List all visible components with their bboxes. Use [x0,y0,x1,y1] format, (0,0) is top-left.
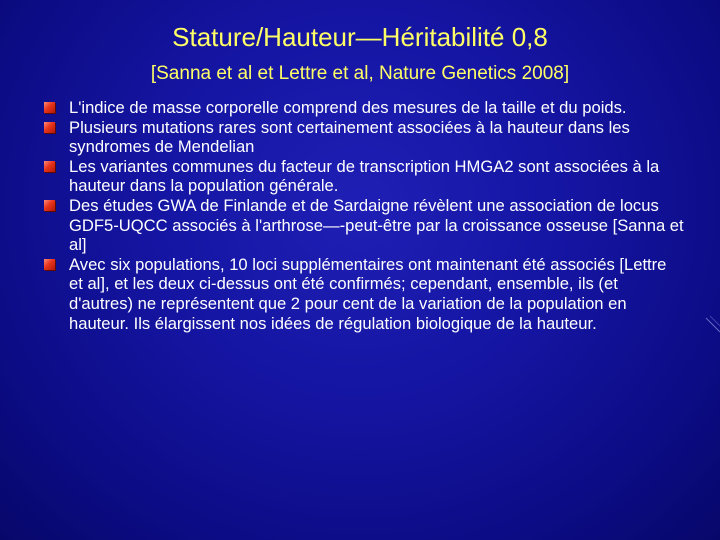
bullet-item [44,98,684,118]
bullet-item [44,118,684,157]
slide-subtitle: [Sanna et al et Lettre et al, Nature Genetics 2008] [150,63,570,84]
square-bullet-icon [44,161,55,172]
bullet-item [44,157,684,196]
bullet-text: Des études GWA de Finlande et de Sardaigne révèlent une association de locus GDF5-UQCC associés à l'arthrose—-peut-être par la croissance osseuse [Sanna et al] [69,195,684,255]
bullet-list [44,98,684,333]
square-bullet-icon [44,200,55,211]
bullet-text: Plusieurs mutations rares sont certainement associées à la hauteur dans les syndromes de Mendelian [69,117,630,157]
square-bullet-icon [44,259,55,270]
bullet-text: Avec six populations, 10 loci supplémentaires ont maintenant été associés [Lettre et al], et les deux ci-dessus ont été confirmés; cependant, ensemble, ils (et d'autres) ne représentent que 2 pour cent de la variation de la population en hauteur. Ils élargissent nos idées de régulation biologique de la hauteur. [69,254,667,333]
square-bullet-icon [44,102,55,113]
slide-title: Stature/Hauteur—Héritabilité 0,8 [172,22,548,52]
bullet-text: Les variantes communes du facteur de transcription HMGA2 sont associées à la hauteur dans la population générale. [69,156,660,196]
square-bullet-icon [44,122,55,133]
bullet-item [44,196,684,255]
bullet-text: L'indice de masse corporelle comprend des mesures de la taille et du poids. [69,98,627,117]
bullet-item [44,255,684,333]
